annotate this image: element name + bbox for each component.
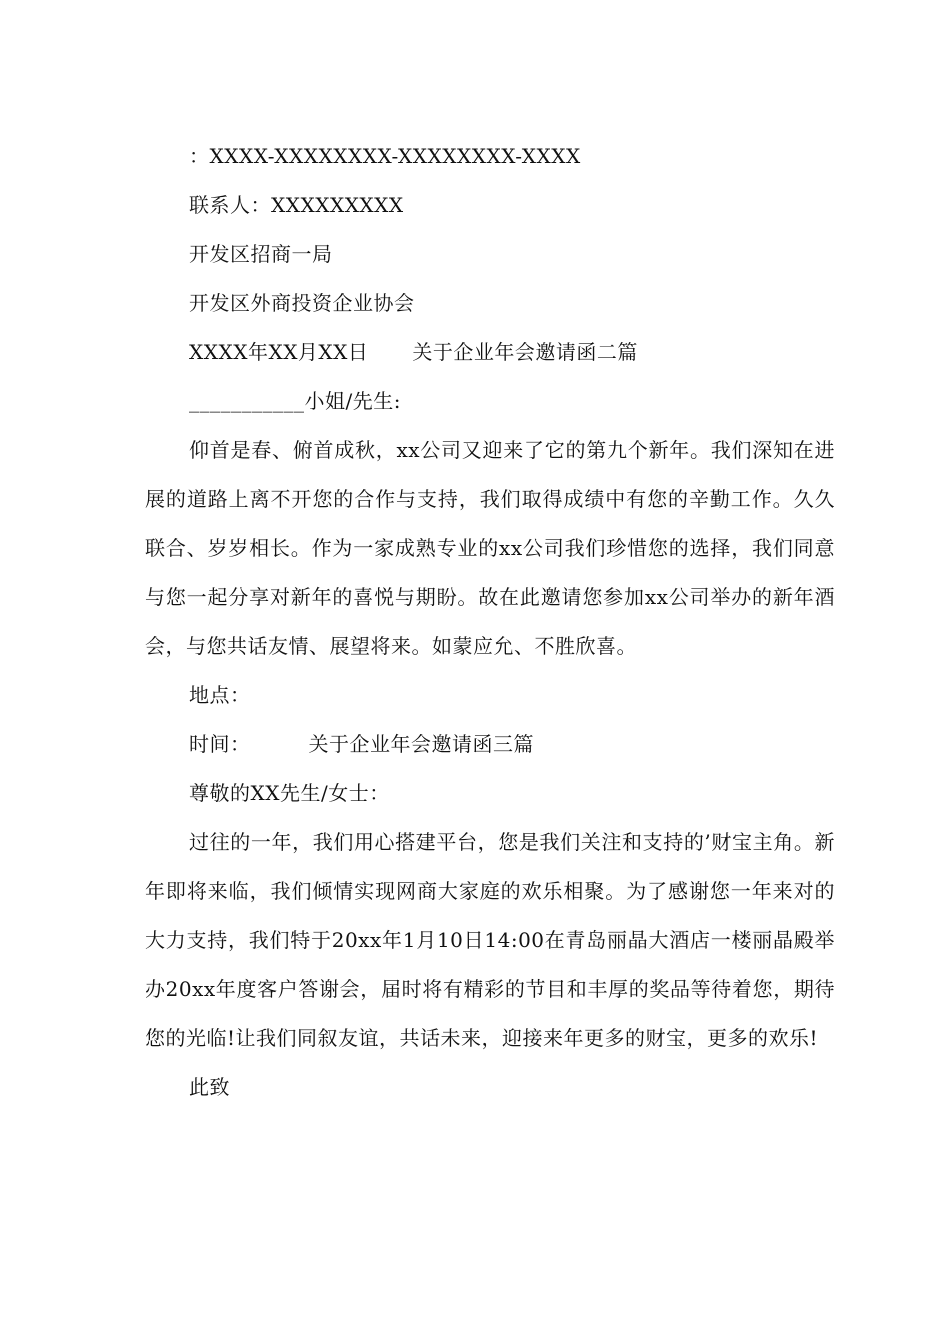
invitation-paragraph-2: 过往的一年，我们用心搭建平台，您是我们关注和支持的’财宝主角。新年即将来临，我们倾情实现网商大家庭的欢乐相聚。为了感谢您一年来对的大力支持，我们特于20xx年1月10日14:00在青岛丽晶大酒店一楼丽晶殿举办20xx年度客户答谢会，届时将有精彩的节目和丰厚的奖品等待着您，期待您的光临!让我们同叙友谊，共话未来，迎接来年更多的财宝，更多的欢乐! (145, 830, 835, 1050)
date-text: XXXX年XX月XX日 (189, 340, 369, 364)
organizer-line-1: 开发区招商一局 (189, 242, 333, 266)
contact-line: 联系人：XXXXXXXXX (189, 193, 404, 217)
date-title-line (145, 328, 835, 377)
document-body (145, 132, 835, 1112)
salutation-line-2: ___________小姐/先生: (189, 389, 401, 413)
invitation-paragraph-1: 仰首是春、俯首成秋，xx公司又迎来了它的第九个新年。我们深知在进展的道路上离不开您的合作与支持，我们取得成绩中有您的辛勤工作。久久联合、岁岁相长。作为一家成熟专业的xx公司我们珍惜您的选择，我们同意与您一起分享对新年的喜悦与期盼。故在此邀请您参加xx公司举办的新年酒会，与您共话友情、展望将来。如蒙应允、不胜欣喜。 (145, 438, 835, 658)
time-title-line (145, 720, 835, 769)
phone-line: ：XXXX-XXXXXXXX-XXXXXXXX-XXXX (189, 144, 581, 168)
organizer-line-2: 开发区外商投资企业协会 (189, 291, 415, 315)
time-label: 时间： (189, 732, 251, 756)
salutation-line-3: 尊敬的XX先生/女士： (189, 781, 390, 805)
closing-line: 此致 (189, 1075, 230, 1099)
section-title-2: 关于企业年会邀请函二篇 (412, 340, 638, 364)
section-title-3: 关于企业年会邀请函三篇 (308, 732, 534, 756)
location-line: 地点： (189, 683, 251, 707)
